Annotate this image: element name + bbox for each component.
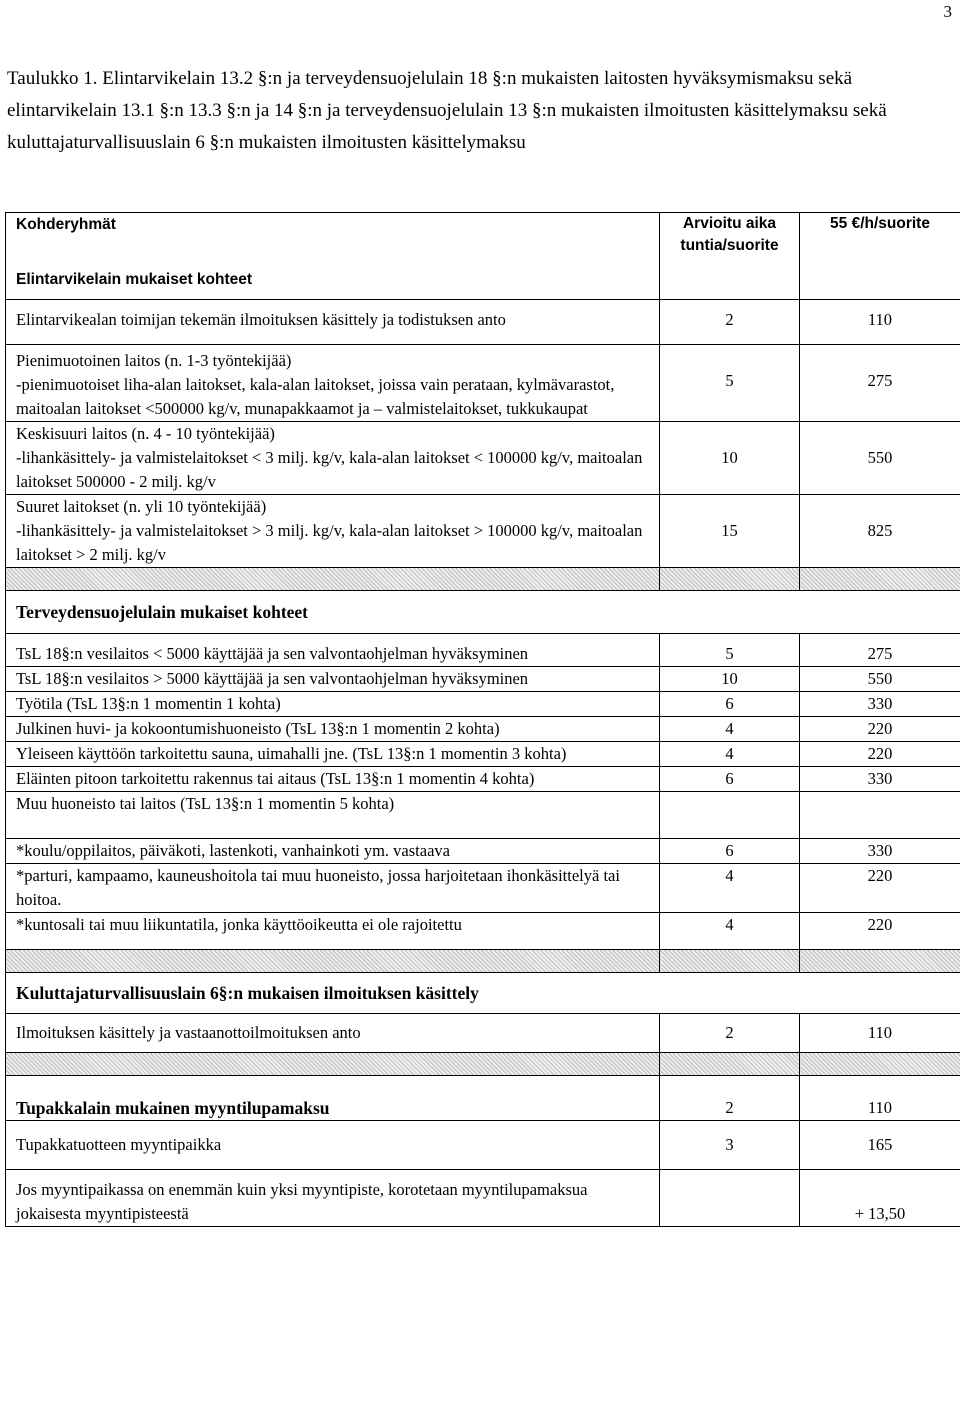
row-label-line1: Keskisuuri laitos (n. 4 - 10 työntekijää) (16, 424, 275, 443)
section-consumer-safety: Kuluttajaturvallisuuslain 6§:n mukaisen ilmoituksen käsittely (6, 973, 960, 1014)
row-label-line1: Pienimuotoinen laitos (n. 1-3 työntekijää) (16, 351, 292, 370)
row-fee: 825 (800, 495, 960, 568)
row-fee: 550 (800, 422, 960, 495)
table-row (6, 495, 960, 568)
row-hours: 6 (660, 839, 800, 864)
row-fee: + 13,50 (800, 1170, 960, 1227)
row-hours: 2 (660, 1076, 800, 1121)
table-row (6, 792, 960, 839)
table-row (6, 300, 960, 345)
row-fee: 275 (800, 345, 960, 422)
section-row (6, 973, 960, 1014)
row-fee: 110 (800, 1014, 960, 1053)
row-label: Yleiseen käyttöön tarkoitettu sauna, uimahalli jne. (TsL 13§:n 1 momentin 3 kohta) (6, 742, 660, 767)
row-fee: 220 (800, 717, 960, 742)
row-fee: 220 (800, 913, 960, 950)
row-hours: 15 (660, 495, 800, 568)
hatched-separator (6, 1053, 960, 1076)
row-fee: 220 (800, 864, 960, 913)
header-fee-rate (800, 213, 960, 300)
row-label-line2: -pienimuotoiset liha-alan laitokset, kala-alan laitokset, joissa vain perataan, kylmävarastot, maitoalan laitokset <500000 kg/v, munapakkaamot ja – valmistelaitokset, tukkukaupat (16, 375, 615, 418)
table-row (6, 767, 960, 792)
row-fee: 330 (800, 839, 960, 864)
hatched-separator (6, 950, 960, 973)
table-row (6, 1121, 960, 1170)
page-number: 3 (943, 2, 952, 21)
row-label: TsL 18§:n vesilaitos > 5000 käyttäjää ja sen valvontaohjelman hyväksyminen (6, 667, 660, 692)
table-row (6, 1014, 960, 1053)
row-fee: 550 (800, 667, 960, 692)
row-label: Muu huoneisto tai laitos (TsL 13§:n 1 momentin 5 kohta) (6, 792, 660, 839)
row-hours: 2 (660, 1014, 800, 1053)
header-col2-line1: Arvioitu aika (682, 215, 777, 232)
row-hours: 2 (660, 300, 800, 345)
table-row (6, 345, 960, 422)
row-hours: 4 (660, 913, 800, 950)
row-hours: 3 (660, 1121, 800, 1170)
row-fee: 165 (800, 1121, 960, 1170)
row-fee: 275 (800, 634, 960, 667)
header-col3: 55 €/h/suorite (830, 215, 930, 232)
table-row (6, 839, 960, 864)
table-row (6, 667, 960, 692)
row-fee: 220 (800, 742, 960, 767)
row-fee: 330 (800, 692, 960, 717)
row-hours: 4 (660, 864, 800, 913)
row-label-line2: -lihankäsittely- ja valmistelaitokset < 3 milj. kg/v, kala-alan laitokset < 100000 kg/v, maitoalan laitokset 500000 - 2 milj. kg/v (16, 448, 643, 491)
row-fee: 330 (800, 767, 960, 792)
row-hours: 5 (660, 634, 800, 667)
row-hours (660, 792, 800, 839)
row-label: Työtila (TsL 13§:n 1 momentin 1 kohta) (6, 692, 660, 717)
section-health-protection: Terveydensuojelulain mukaiset kohteet (6, 591, 960, 634)
row-label: Tupakkatuotteen myyntipaikka (6, 1121, 660, 1170)
row-hours: 10 (660, 667, 800, 692)
row-label (6, 495, 660, 568)
table-row (6, 864, 960, 913)
table-row (6, 742, 960, 767)
row-label: *kuntosali tai muu liikuntatila, jonka käyttöoikeutta ei ole rajoitettu (6, 913, 660, 950)
header-target-groups (6, 213, 660, 300)
table-row (6, 717, 960, 742)
row-label: *parturi, kampaamo, kauneushoitola tai muu huoneisto, jossa harjoitetaan ihonkäsittelyä tai hoitoa. (6, 864, 660, 913)
hatched-separator (6, 568, 960, 591)
table-row (6, 422, 960, 495)
row-label: *koulu/oppilaitos, päiväkoti, lastenkoti, vanhainkoti ym. vastaava (6, 839, 660, 864)
fee-table (5, 212, 960, 1227)
row-fee: 110 (800, 300, 960, 345)
row-fee: 110 (800, 1076, 960, 1121)
row-fee (800, 792, 960, 839)
section-row (6, 591, 960, 634)
row-label (6, 422, 660, 495)
row-hours: 4 (660, 717, 800, 742)
row-hours: 4 (660, 742, 800, 767)
row-hours: 5 (660, 345, 800, 422)
row-label: Jos myyntipaikassa on enemmän kuin yksi myyntipiste, korotetaan myyntilupamaksua jokaisesta myyntipisteestä (6, 1170, 660, 1227)
row-label: Ilmoituksen käsittely ja vastaanottoilmoituksen anto (6, 1014, 660, 1053)
header-col1-bottom: Elintarvikelain mukaiset kohteet (16, 271, 253, 288)
table-row (6, 692, 960, 717)
table-row (6, 1170, 960, 1227)
table-caption: Taulukko 1. Elintarvikelain 13.2 §:n ja terveydensuojelulain 18 §:n mukaisten laitosten hyväksymismaksu sekä elintarvikelain 13.1 §:n 13.3 §:n ja 14 §:n ja terveydensuojelulain 13 §:n mukaisten ilmoitusten käsittelymaksu sekä kuluttajaturvallisuuslain 6 §:n mukaisten ilmoitusten käsittelymaksu (7, 68, 887, 153)
row-label: Julkinen huvi- ja kokoontumishuoneisto (TsL 13§:n 1 momentin 2 kohta) (6, 717, 660, 742)
table-row (6, 1076, 960, 1121)
table-row (6, 634, 960, 667)
row-hours (660, 1170, 800, 1227)
row-hours: 6 (660, 692, 800, 717)
table-row (6, 913, 960, 950)
row-hours: 10 (660, 422, 800, 495)
row-label-line1: Suuret laitokset (n. yli 10 työntekijää) (16, 497, 267, 516)
header-col1-top: Kohderyhmät (16, 216, 116, 233)
row-label-tobacco-license: Tupakkalain mukainen myyntilupamaksu (6, 1076, 660, 1121)
row-hours: 6 (660, 767, 800, 792)
header-estimated-time (660, 213, 800, 300)
header-col2-line2: tuntia/suorite (680, 237, 779, 254)
row-label: TsL 18§:n vesilaitos < 5000 käyttäjää ja sen valvontaohjelman hyväksyminen (6, 634, 660, 667)
row-label: Elintarvikealan toimijan tekemän ilmoituksen käsittely ja todistuksen anto (6, 300, 660, 345)
row-label-line2: -lihankäsittely- ja valmistelaitokset > 3 milj. kg/v, kala-alan laitokset > 100000 kg/v, maitoalan laitokset > 2 milj. kg/v (16, 521, 643, 564)
row-label: Eläinten pitoon tarkoitettu rakennus tai aitaus (TsL 13§:n 1 momentin 4 kohta) (6, 767, 660, 792)
header-row (6, 213, 960, 300)
row-label (6, 345, 660, 422)
